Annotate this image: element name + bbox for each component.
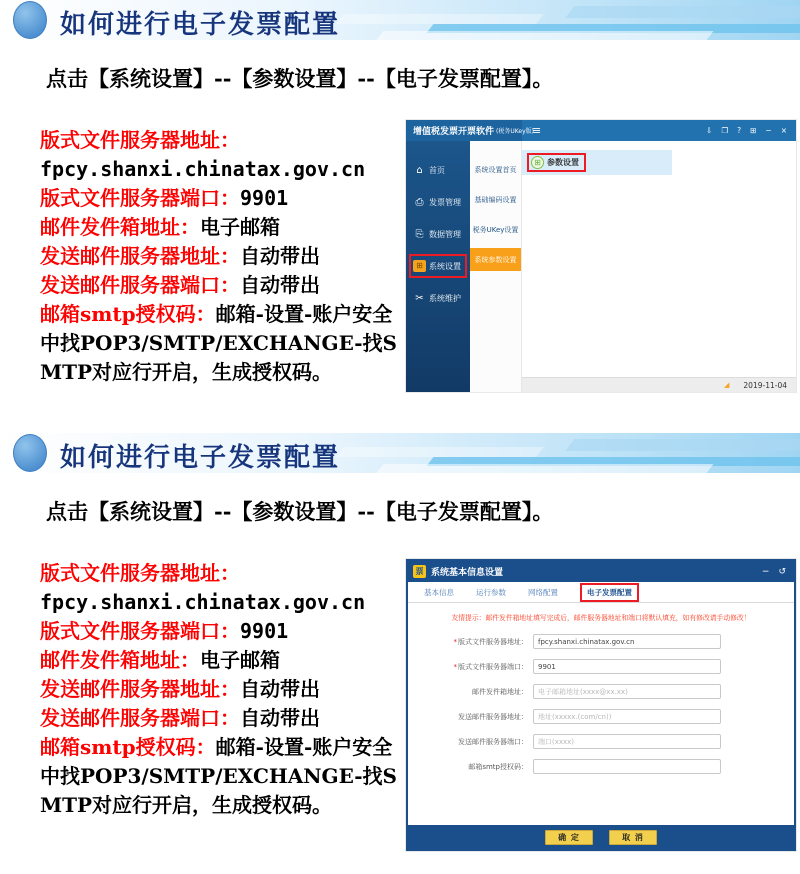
field-label: 邮箱smtp授权码： [468,762,528,771]
field-label: 版式文件服务器端口： [458,662,528,671]
apps-grid-icon[interactable]: ⊞ [750,126,757,135]
note-line: 发送邮件服务器端口：自动带出 [40,706,320,730]
note-line: 邮箱smtp授权码：邮箱-设置-账户安全中找POP3/SMTP/EXCHANGE-找SMTP对应行开启，生成授权码。 [40,302,397,384]
field-row-mail-sender-address [408,684,794,699]
window-switch-icon[interactable]: ❐ [721,126,729,135]
printer-icon: ⎙ [415,196,424,208]
section2-title: 如何进行电子发票配置 [60,443,341,473]
param-settings-entry[interactable]: ⊞ 参数设置 [527,153,586,172]
settings-grid-icon: ⊞ [413,260,426,272]
app-titlebar [406,120,796,141]
required-mark: * [453,637,457,646]
param-settings-row [522,150,672,175]
note-line: 版式文件服务器地址： [40,561,240,585]
hamburger-menu-icon[interactable]: ≡ [532,124,542,137]
invoice-app-screenshot [406,120,796,392]
app-title: 增值税发票开票软件 (税务UKey版) [406,120,522,141]
settings-dialog [406,559,796,851]
note-line: 邮件发件箱地址：电子邮箱 [40,215,280,239]
invoice-app-window [406,120,796,392]
invoice-logo-icon: 票 [413,565,426,578]
app-body [406,141,796,392]
home-icon: ⌂ [416,164,423,176]
tab-einvoice-config[interactable]: 电子发票配置 [580,583,639,602]
submenu-item-settings-home[interactable]: 系统设置首页 [474,165,517,174]
field-row-smtp-server-port [408,734,794,749]
field-label: 版式文件服务器地址： [458,637,528,646]
note-line: 发送邮件服务器地址：自动带出 [40,244,320,268]
ok-button[interactable]: 确 定 [545,830,593,845]
note-line: 版式文件服务器端口：9901 [40,186,289,210]
bell-icon[interactable]: ⇩ [706,126,713,135]
smtp-auth-code-input[interactable] [533,759,721,774]
section2-content [40,553,800,851]
section1-content [40,120,800,392]
cancel-button[interactable]: 取 消 [609,830,657,845]
status-date: 2019-11-04 [743,380,787,390]
sidebar-item-invoice-manage[interactable]: ⎙ 发票管理 [409,190,467,214]
app-sidebar [406,141,470,392]
field-row-layout-server-address [408,634,794,649]
minimize-icon[interactable]: − [765,126,772,135]
sidebar-item-data-manage[interactable]: ⎘ 数据管理 [409,222,467,246]
app-title-suffix: (税务UKey版) [496,128,534,135]
note-line: 发送邮件服务器地址：自动带出 [40,677,320,701]
field-label: 发送邮件服务器端口： [458,737,528,746]
dialog-tabs [408,582,794,603]
smtp-server-address-input[interactable] [533,709,721,724]
tab-network-config[interactable]: 网络配置 [528,587,558,597]
close-icon[interactable]: × [780,126,787,135]
note-line: fpcy.shanxi.chinatax.gov.cn [40,590,366,614]
section1-title: 如何进行电子发票配置 [60,10,341,40]
dialog-title: 系统基本信息设置 [431,568,504,578]
required-mark: * [453,662,457,671]
dialog-form [408,634,794,774]
note-line: 邮件发件箱地址：电子邮箱 [40,648,280,672]
help-icon[interactable]: ? [737,126,742,135]
section2-notes [40,559,402,820]
banner-bullet-ellipse [13,434,47,472]
note-line: 邮箱smtp授权码：邮箱-设置-账户安全中找POP3/SMTP/EXCHANGE-找SMTP对应行开启，生成授权码。 [40,735,397,817]
field-label: 发送邮件服务器地址： [458,712,528,721]
section2-instruction: 点击【系统设置】--【参数设置】--【电子发票配置】。 [46,499,554,524]
dialog-content [408,603,794,825]
submenu-item-system-params[interactable]: 系统参数设置 [470,248,521,271]
field-row-smtp-auth-code [408,759,794,774]
app-main-area [522,141,796,392]
smtp-server-port-input[interactable] [533,734,721,749]
note-line: fpcy.shanxi.chinatax.gov.cn [40,157,366,181]
sidebar-item-system-maintain[interactable]: ✂ 系统维护 [409,286,467,310]
mail-sender-address-input[interactable] [533,684,721,699]
submenu-item-ukey[interactable]: 税务UKey设置 [472,225,519,234]
field-row-layout-server-port [408,659,794,674]
note-line: 版式文件服务器端口：9901 [40,619,289,643]
section2-banner [0,433,800,473]
app-submenu [470,141,522,392]
data-icon: ⎘ [415,228,424,240]
signal-icon: ◢ [724,381,730,389]
section1-notes [40,126,402,387]
banner-streak [336,447,544,457]
undo-icon[interactable]: ↺ [778,566,786,577]
field-row-smtp-server-address [408,709,794,724]
banner-streak [376,464,713,473]
banner-bullet-ellipse [13,1,47,39]
dialog-window-controls [762,567,786,577]
settings-dialog-screenshot [406,559,796,851]
banner-streak [565,6,800,18]
sidebar-item-home[interactable]: ⌂ 首页 [409,158,467,182]
layout-server-address-input[interactable] [533,634,721,649]
layout-server-port-input[interactable] [533,659,721,674]
banner-streak [376,31,713,40]
note-line: 发送邮件服务器端口：自动带出 [40,273,320,297]
field-label: 邮件发件箱地址： [472,687,528,696]
minimize-icon[interactable]: − [761,566,770,577]
dialog-titlebar [408,561,794,582]
section1-banner [0,0,800,40]
sidebar-item-system-settings[interactable]: ⊞ 系统设置 [409,254,467,278]
tab-run-params[interactable]: 运行参数 [476,587,506,597]
banner-streak [565,439,800,451]
app-statusbar [522,377,796,392]
note-line: 版式文件服务器地址： [40,128,240,152]
tab-basic-info[interactable]: 基本信息 [424,587,454,597]
dialog-footer [408,825,794,849]
param-settings-icon: ⊞ [531,156,544,169]
section1-instruction: 点击【系统设置】--【参数设置】--【电子发票配置】。 [46,66,554,91]
banner-streak [336,14,544,24]
submenu-item-basic-code[interactable]: 基础编码设置 [474,195,517,204]
warning-text: 友情提示：邮件发件箱地址填写完成后，邮件服务器地址和端口将默认填充，如有修改请手动修改！ [451,614,751,622]
window-controls [706,126,796,135]
tools-icon: ✂ [415,292,424,304]
